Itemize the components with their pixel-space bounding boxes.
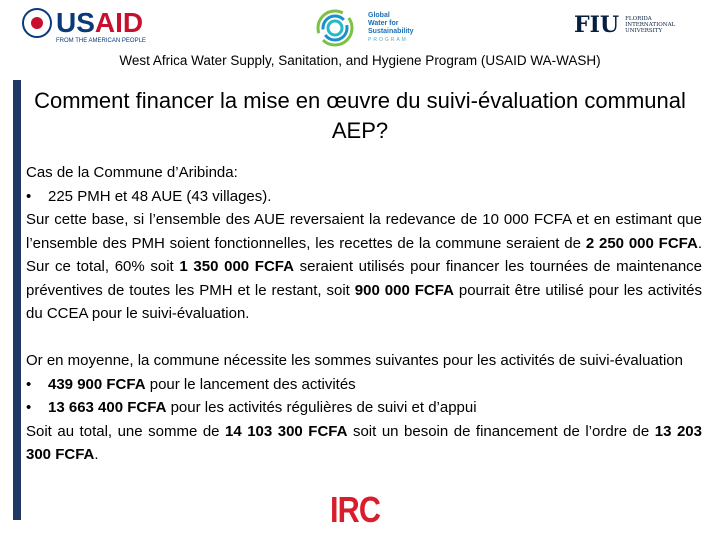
global-water-sustainability-logo bbox=[306, 8, 414, 48]
usaid-tagline: FROM THE AMERICAN PEOPLE bbox=[56, 38, 146, 44]
amount-maintenance: 1 350 000 FCFA bbox=[179, 258, 294, 275]
case-text-c: seraient utilisés pour financer les tournées de maintenance préventives de toutes les PMH et le restant, soit bbox=[26, 258, 703, 299]
gws-line-2: Water for bbox=[368, 20, 399, 27]
case-bullet-text: 225 PMH et 48 AUE (43 villages). bbox=[48, 187, 272, 205]
bullet-icon: • bbox=[26, 375, 32, 393]
paragraph-gap bbox=[26, 326, 702, 350]
case-text-b: . Sur ce total, 60% soit bbox=[26, 234, 703, 275]
logo-bar bbox=[0, 0, 720, 50]
fiu-name-2: INTERNATIONAL bbox=[625, 22, 676, 29]
irc-logo: IRC bbox=[330, 489, 381, 530]
fiu-logo bbox=[574, 14, 675, 36]
case-text-a: Sur cette base, si l’ensemble des AUE reversaient la redevance de 10 000 FCFA et en estimant que l’ensemble des PMH soient fonctionnelles, les recettes de la commune seraient de bbox=[26, 211, 702, 252]
needs-bullet-2-text: pour les activités régulières de suivi et d’appui bbox=[166, 399, 477, 416]
amount-regular: 13 663 400 FCFA bbox=[48, 399, 167, 416]
bullet-icon: • bbox=[26, 399, 32, 416]
needs-bullet-1 bbox=[26, 373, 702, 397]
needs-total bbox=[26, 420, 702, 467]
gws-line-4: PROGRAM bbox=[368, 37, 408, 43]
fiu-name-3: UNIVERSITY bbox=[625, 28, 663, 35]
gws-swirl-icon bbox=[306, 8, 364, 48]
amount-remaining: 900 000 FCFA bbox=[354, 281, 454, 299]
program-line: West Africa Water Supply, Sanitation, and Hygiene Program (USAID WA-WASH) bbox=[119, 53, 601, 68]
usaid-logo bbox=[22, 7, 146, 44]
total-text-a: Soit au total, une somme de bbox=[26, 422, 226, 440]
left-accent-bar bbox=[13, 80, 21, 520]
case-bullet bbox=[26, 185, 702, 209]
total-text-b: soit un besoin de financement de l’ordre de bbox=[347, 422, 655, 440]
gws-text bbox=[368, 12, 414, 44]
amount-total: 14 103 300 FCFA bbox=[225, 422, 348, 440]
case-text-d: pourrait être utilisé pour les activités du CCEA pour le suivi-évaluation. bbox=[26, 281, 702, 322]
amount-revenue: 2 250 000 FCFA bbox=[585, 234, 698, 252]
amount-need: 13 203 300 FCFA bbox=[26, 422, 702, 463]
amount-launch: 439 900 FCFA bbox=[48, 375, 146, 393]
usaid-seal-icon bbox=[22, 8, 52, 38]
case-paragraph bbox=[26, 208, 702, 326]
fiu-mark: FIU bbox=[574, 12, 620, 38]
gws-line-3: Sustainability bbox=[368, 28, 414, 35]
total-text-c: . bbox=[94, 446, 99, 463]
fiu-name-1: FLORIDA bbox=[625, 16, 652, 22]
usaid-wordmark: USAID bbox=[56, 7, 144, 38]
needs-intro: Or en moyenne, la commune nécessite les sommes suivantes pour les activités de suivi-évaluation bbox=[26, 352, 683, 369]
bullet-icon: • bbox=[26, 187, 32, 205]
gws-line-1: Global bbox=[368, 12, 390, 19]
case-intro: Cas de la Commune d’Aribinda: bbox=[26, 164, 238, 181]
needs-bullet-1-text: pour le lancement des activités bbox=[145, 375, 356, 393]
slide-body bbox=[26, 161, 702, 467]
fiu-name bbox=[625, 16, 675, 35]
needs-bullet-2 bbox=[26, 396, 702, 420]
slide-title: Comment financer la mise en œuvre du suivi-évaluation communal AEP? bbox=[34, 88, 686, 143]
